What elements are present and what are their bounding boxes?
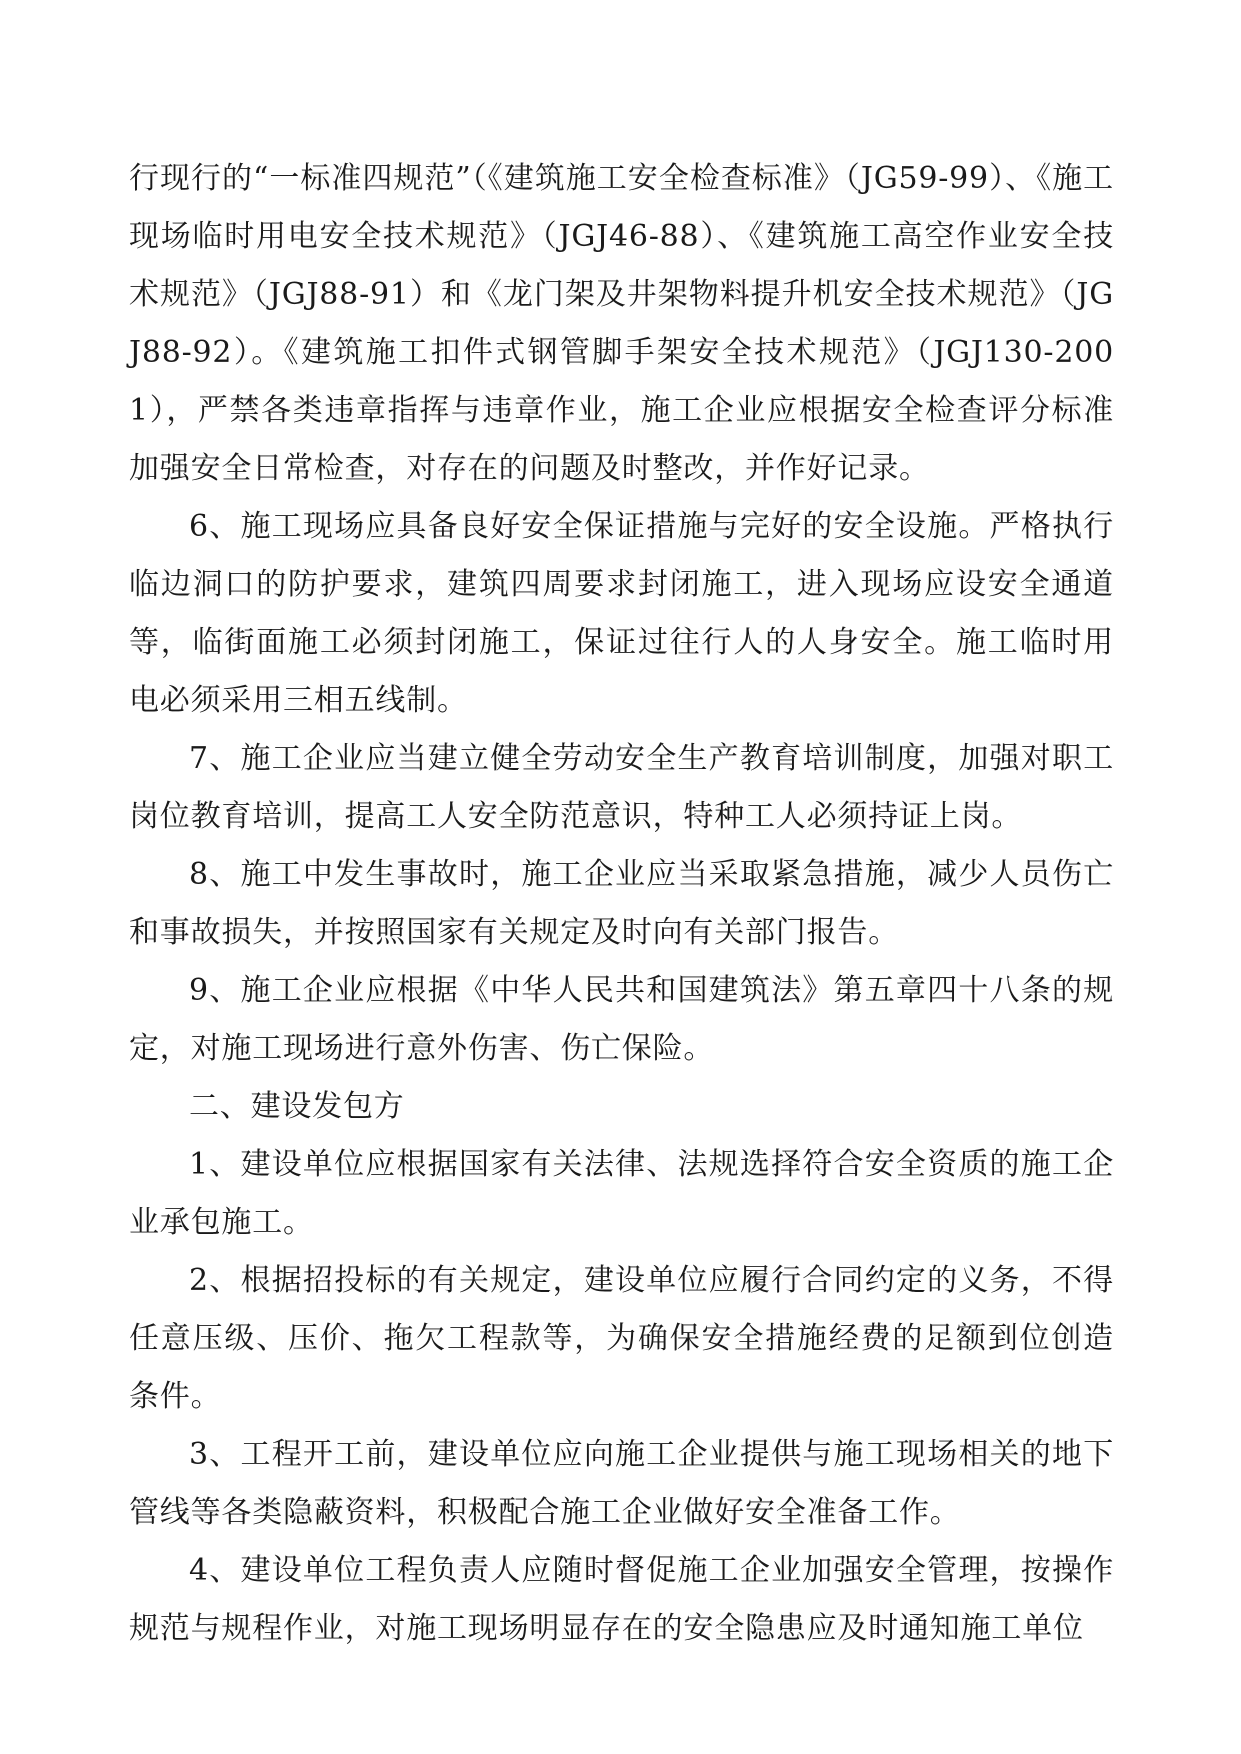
document-body [129,150,1114,1658]
paragraph-owner-item-4: 4、建设单位工程负责人应随时督促施工企业加强安全管理，按操作规范与规程作业，对施工现场明显存在的安全隐患应及时通知施工单位 [129,1553,1114,1646]
paragraph-owner-item-3: 3、工程开工前，建设单位应向施工企业提供与施工现场相关的地下管线等各类隐蔽资料，积极配合施工企业做好安全准备工作。 [129,1437,1114,1530]
paragraph-continuation: 行现行的“一标准四规范”（《建筑施工安全检查标准》（JG59-99）、《施工现场临时用电安全技术规范》（JGJ46-88）、《建筑施工高空作业安全技术规范》（JGJ88-91）和《龙门架及井架物料提升机安全技术规范》（JGJ88-92）。《建筑施工扣件式钢管脚手架安全技术规范》（JGJ130-2001），严禁各类违章指挥与违章作业，施工企业应根据安全检查评分标准加强安全日常检查，对存在的问题及时整改，并作好记录。 [129,161,1114,486]
paragraph-item-6: 6、施工现场应具备良好安全保证措施与完好的安全设施。严格执行临边洞口的防护要求，建筑四周要求封闭施工，进入现场应设安全通道等，临街面施工必须封闭施工，保证过往行人的人身安全。施工临时用电必须采用三相五线制。 [129,509,1114,718]
paragraph-item-7: 7、施工企业应当建立健全劳动安全生产教育培训制度，加强对职工岗位教育培训，提高工人安全防范意识，特种工人必须持证上岗。 [129,741,1114,834]
section-heading-contractor-owner: 二、建设发包方 [189,1089,405,1124]
paragraph-item-9: 9、施工企业应根据《中华人民共和国建筑法》第五章四十八条的规定，对施工现场进行意外伤害、伤亡保险。 [129,973,1114,1066]
paragraph-owner-item-2: 2、根据招投标的有关规定，建设单位应履行合同约定的义务，不得任意压级、压价、拖欠工程款等，为确保安全措施经费的足额到位创造条件。 [129,1263,1114,1414]
paragraph-owner-item-1: 1、建设单位应根据国家有关法律、法规选择符合安全资质的施工企业承包施工。 [129,1147,1114,1240]
paragraph-item-8: 8、施工中发生事故时，施工企业应当采取紧急措施，减少人员伤亡和事故损失，并按照国家有关规定及时向有关部门报告。 [129,857,1114,950]
